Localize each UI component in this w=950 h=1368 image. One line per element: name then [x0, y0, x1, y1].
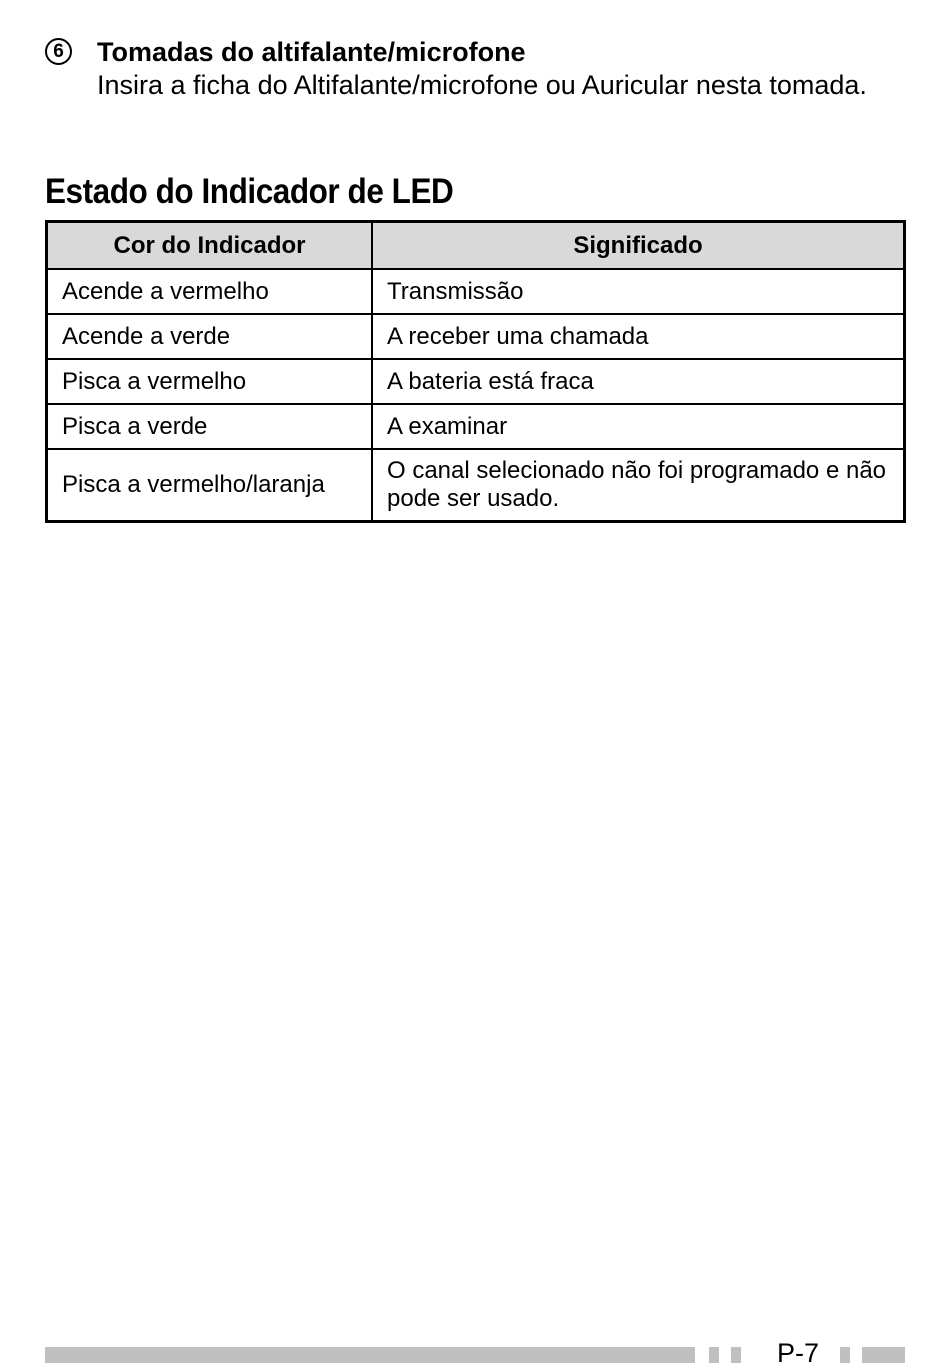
- footer-bar: [45, 1347, 695, 1363]
- table-header-row: [47, 222, 905, 270]
- table-row: [47, 314, 905, 359]
- indicator-color-cell: Acende a verde: [47, 314, 373, 359]
- indicator-color-cell: Pisca a verde: [47, 404, 373, 449]
- meaning-cell: Transmissão: [372, 269, 905, 314]
- indicator-color-cell: Acende a vermelho: [47, 269, 373, 314]
- item-number-badge: 6: [45, 38, 72, 65]
- meaning-cell: O canal selecionado não foi programado e não pode ser usado.: [372, 449, 905, 522]
- section-title: Estado do Indicador de LED: [45, 172, 454, 211]
- table-row: [47, 359, 905, 404]
- led-status-table: [45, 220, 906, 523]
- page-footer: [0, 1338, 950, 1366]
- header-meaning: Significado: [372, 222, 905, 270]
- footer-bar-end: [862, 1347, 905, 1363]
- page-number: P-7: [777, 1338, 820, 1368]
- meaning-cell: A examinar: [372, 404, 905, 449]
- table-row: [47, 404, 905, 449]
- meaning-cell: A bateria está fraca: [372, 359, 905, 404]
- table-row: [47, 269, 905, 314]
- item-title: Tomadas do altifalante/microfone: [97, 37, 526, 67]
- meaning-cell: A receber uma chamada: [372, 314, 905, 359]
- footer-square: [840, 1347, 850, 1363]
- footer-square: [731, 1347, 741, 1363]
- indicator-color-cell: Pisca a vermelho: [47, 359, 373, 404]
- indicator-color-cell: Pisca a vermelho/laranja: [47, 449, 373, 522]
- header-indicator-color: Cor do Indicador: [47, 222, 373, 270]
- table-row: [47, 449, 905, 522]
- footer-square: [709, 1347, 719, 1363]
- item-description: Insira a ficha do Altifalante/microfone ou Auricular nesta tomada.: [97, 70, 867, 100]
